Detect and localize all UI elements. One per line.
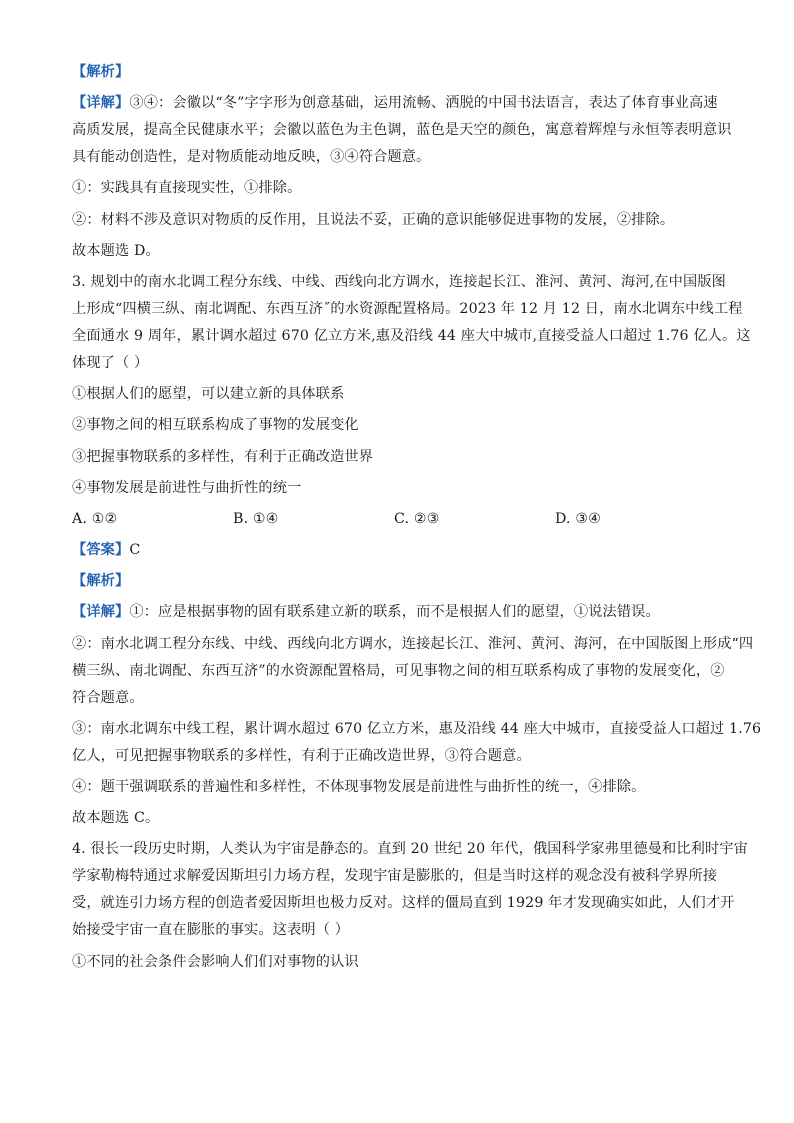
exclusion-note: ①：实践具有直接现实性，①排除。 [72, 180, 302, 197]
conclusion-text: 故本题选 D。 [72, 242, 160, 259]
answer-value: C [129, 542, 141, 559]
statement-item: ①不同的社会条件会影响人们们对事物的认识 [72, 953, 359, 970]
option-a: A. ①② [72, 510, 118, 527]
analysis-tag: 【解析】 [72, 573, 130, 590]
question-stem: 全面通水 9 周年，累计调水超过 670 亿立方米,惠及沿线 44 座大中城市,直接受益人口超过 1.76 亿人。这 [72, 327, 751, 344]
question-stem: 受，就连引力场方程的创造者爱因斯坦也极力反对。这样的僵局直到 1929 年才发现确实如此，人们才开 [72, 895, 735, 912]
statement-item: ④事物发展是前进性与曲折性的统一 [72, 479, 302, 496]
detail-text: 亿人，可见把握事物联系的多样性，有利于正确改造世界，③符合题意。 [72, 747, 531, 764]
detail-text: ③④：会徽以“冬”字字形为创意基础，运用流畅、洒脱的中国书法语言，表达了体育事业高速 [129, 95, 718, 112]
question-stem: 3. 规划中的南水北调工程分东线、中线、西线向北方调水，连接起长江、淮河、黄河、海河,在中国版图 [72, 273, 727, 290]
detail-text: ③：南水北调东中线工程，累计调水超过 670 亿立方米，惠及沿线 44 座大中城市，直接受益人口超过 1.76 [72, 720, 762, 737]
answer-tag: 【答案】 [72, 542, 130, 559]
answer-line [72, 540, 724, 560]
analysis-tag: 【解析】 [72, 64, 130, 80]
question-stem: 体现了（ ） [72, 354, 149, 371]
statement-item: ①根据人们的愿望，可以建立新的具体联系 [72, 386, 345, 403]
detail-text: 高质发展，提高全民健康水平；会徽以蓝色为主色调，蓝色是天空的颜色，寓意着辉煌与永恒等表明意识 [72, 122, 732, 139]
detail-text: 横三纵、南北调配、东西互济”的水资源配置格局，可见事物之间的相互联系构成了事物的发展变化，② [72, 662, 725, 679]
detail-text: ②：南水北调工程分东线、中线、西线向北方调水，连接起长江、淮河、黄河、海河，在中国版图上形成“四 [72, 635, 754, 652]
option-b: B. ①④ [233, 510, 279, 527]
detail-tag: 【详解】 [72, 95, 130, 112]
analysis-heading [72, 571, 724, 591]
detail-text: 符合题意。 [72, 689, 144, 706]
statement-item: ③把握事物联系的多样性，有利于正确改造世界 [72, 448, 374, 465]
question-stem: 学家勒梅特通过求解爱因斯坦引力场方程，发现宇宙是膨胀的，但是当时这样的观念没有被科学界所接 [72, 868, 718, 885]
question-stem: 上形成“四横三纵、南北调配、东西互济˝的水资源配置格局。2023 年 12 月 12 日，南水北调东中线工程 [72, 300, 743, 317]
detail-text: 具有能动创造性，是对物质能动地反映，③④符合题意。 [72, 149, 431, 166]
answer-options [72, 509, 724, 529]
detail-text: ④：题干强调联系的普遍性和多样性，不体现事物发展是前进性与曲折性的统一，④排除。 [72, 779, 646, 795]
detail-paragraph [72, 93, 724, 113]
analysis-heading [72, 62, 724, 82]
detail-text: ①：应是根据事物的固有联系建立新的联系，而不是根据人们的愿望，①说法错误。 [129, 604, 660, 621]
detail-tag: 【详解】 [72, 604, 130, 621]
question-stem: 始接受宇宙一直在膨胀的事实。这表明（ ） [72, 922, 350, 939]
option-d: D. ③④ [555, 510, 602, 527]
exclusion-note: ②：材料不涉及意识对物质的反作用，且说法不妥，正确的意识能够促进事物的发展，②排除。 [72, 211, 675, 228]
detail-paragraph [72, 602, 724, 622]
option-c: C. ②③ [394, 510, 440, 527]
statement-item: ②事物之间的相互联系构成了事物的发展变化 [72, 417, 359, 434]
question-stem: 4. 很长一段历史时期，人类认为宇宙是静态的。直到 20 世纪 20 年代，俄国科学家弗里德曼和比利时宇宙 [72, 841, 749, 858]
conclusion-text: 故本题选 C。 [72, 810, 160, 827]
